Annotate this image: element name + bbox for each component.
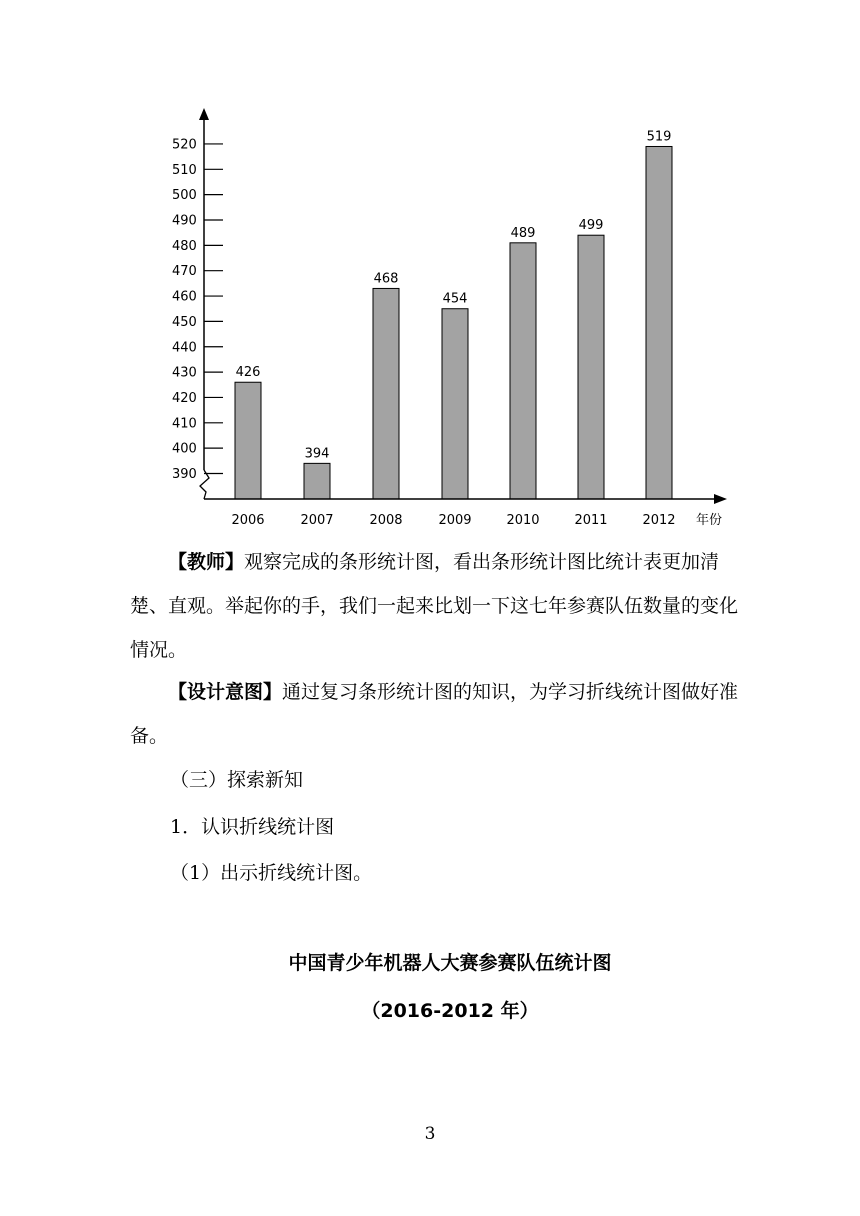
teacher-paragraph	[130, 540, 740, 672]
y-axis-arrow	[199, 108, 209, 120]
y-tick-label: 430	[172, 365, 197, 381]
y-tick-label: 510	[172, 162, 197, 178]
x-tick-label: 2010	[506, 513, 540, 528]
bar-value-label: 519	[646, 129, 672, 145]
bar-chart	[0, 0, 860, 540]
y-tick-label: 410	[172, 416, 197, 432]
x-axis-arrow	[714, 494, 727, 504]
bar-value-label: 468	[373, 271, 399, 287]
bars	[235, 146, 672, 499]
bar	[442, 309, 468, 499]
y-tick-label: 400	[172, 441, 197, 457]
teacher-text: 观察完成的条形统计图，看出条形统计图比统计表更加清楚、直观。举起你的手，我们一起来比划一下这七年参赛队伍数量的变化情况。	[130, 551, 739, 661]
y-tick-label: 390	[172, 467, 197, 482]
next-chart-title: 中国青少年机器人大赛参赛队伍统计图	[288, 952, 612, 974]
bar	[235, 382, 261, 499]
bar	[578, 235, 604, 499]
y-tick-label: 480	[172, 238, 197, 254]
x-tick-label: 2011	[574, 513, 608, 528]
bar-value-label: 499	[578, 218, 604, 234]
x-tick-label: 2007	[300, 513, 334, 528]
design-text: 通过复习条形统计图的知识，为学习折线统计图做好准备。	[130, 681, 739, 747]
x-tick-label: 2009	[438, 513, 472, 528]
list-item: （1）出示折线统计图。	[170, 862, 373, 884]
bar-value-label: 426	[235, 365, 261, 381]
section-heading: （三）探索新知	[170, 769, 304, 791]
axis-break-mark	[200, 470, 209, 499]
y-tick-label: 500	[172, 188, 197, 204]
bar	[373, 288, 399, 499]
subsection-heading: 1．认识折线统计图	[170, 816, 335, 838]
bar-value-label: 394	[304, 446, 330, 462]
y-tick-label: 490	[172, 213, 197, 229]
x-tick-label: 2012	[642, 513, 676, 528]
design-paragraph	[130, 670, 740, 758]
next-chart-subtitle: （2016-2012 年）	[361, 1000, 539, 1022]
bar-value-label: 454	[442, 291, 468, 307]
x-tick-labels	[231, 513, 675, 528]
bar	[304, 463, 330, 499]
x-tick-label: 2006	[231, 513, 265, 528]
page-number: 3	[424, 1124, 436, 1144]
bar	[646, 146, 672, 499]
y-tick-label: 450	[172, 314, 197, 330]
y-tick-label: 460	[172, 289, 197, 305]
y-axis-ticks	[172, 137, 223, 482]
design-label: 【设计意图】	[168, 681, 283, 703]
y-tick-label: 470	[172, 264, 197, 280]
x-tick-label: 2008	[369, 513, 403, 528]
x-axis-label: 年份	[696, 513, 723, 528]
y-tick-label: 420	[172, 390, 197, 406]
bar	[510, 243, 536, 499]
bar-value-label: 489	[510, 225, 536, 241]
y-tick-label: 520	[172, 137, 197, 153]
teacher-label: 【教师】	[168, 551, 245, 573]
y-tick-label: 440	[172, 340, 197, 356]
